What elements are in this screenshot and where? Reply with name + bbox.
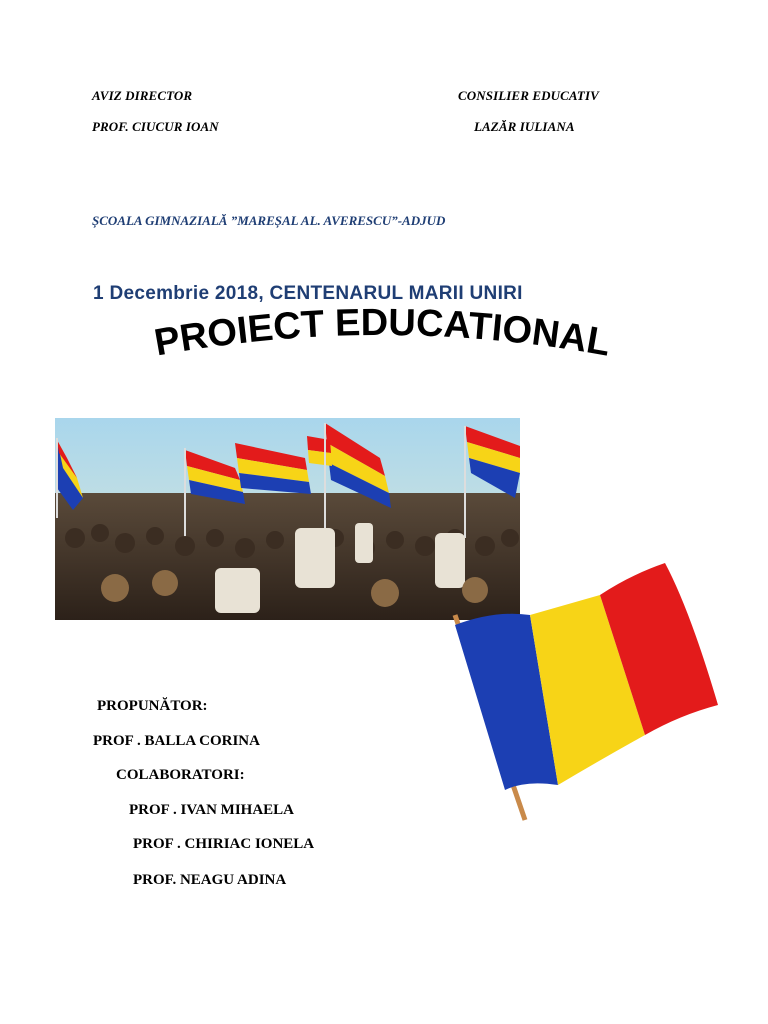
romanian-flag-image — [440, 555, 740, 830]
proposer-name: PROF . BALLA CORINA — [93, 733, 260, 749]
page-title — [151, 302, 613, 365]
approval-right-label: CONSILIER EDUCATIV — [458, 88, 599, 103]
approval-left-label: AVIZ DIRECTOR — [92, 88, 193, 103]
collaborators-label: COLABORATORI: — [116, 767, 245, 783]
approval-right-name: LAZĂR IULIANA — [474, 119, 575, 134]
approval-left-name: PROF. CIUCUR IOAN — [92, 119, 219, 134]
school-name: ȘCOALA GIMNAZIALĂ ”MAREȘAL AL. AVERESCU”-ADJUD — [92, 213, 446, 228]
collaborator-name: PROF. NEAGU ADINA — [133, 872, 287, 888]
collaborator-name: PROF . CHIRIAC IONELA — [133, 836, 315, 852]
collaborator-name: PROF . IVAN MIHAELA — [129, 802, 295, 818]
page-title-text: PROIECT EDUCATIONAL — [151, 301, 614, 365]
proposer-label: PROPUNĂTOR: — [97, 698, 208, 714]
date-line: 1 Decembrie 2018, CENTENARUL MARII UNIRI — [93, 283, 523, 304]
title-wordart — [60, 300, 700, 390]
